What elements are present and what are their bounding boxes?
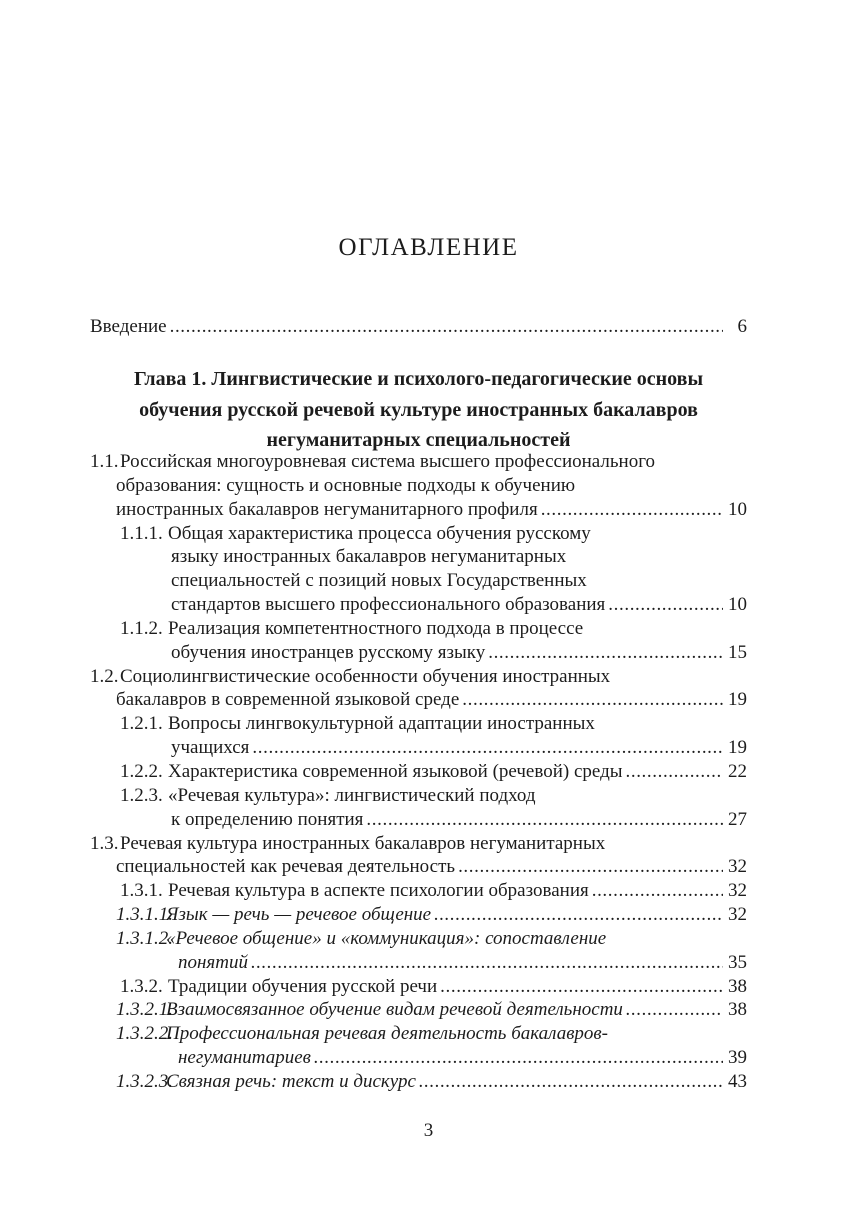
toc-page-number: 38: [728, 975, 747, 997]
toc-entry-text: Речевая культура в аспекте психологии образования: [168, 880, 589, 902]
toc-entry-text: негуманитариев: [178, 1047, 311, 1069]
dot-leader: [170, 315, 723, 339]
toc-line: [90, 832, 747, 856]
toc-entry-text: стандартов высшего профессионального образования: [171, 594, 606, 616]
dot-leader: [488, 641, 723, 665]
toc-page-number: 6: [737, 316, 747, 337]
toc-entry-text: бакалавров в современной языковой среде: [116, 689, 460, 711]
toc-entry-text: «Речевое общение» и «коммуникация»: сопоставление: [166, 927, 607, 949]
dot-leader: [440, 975, 723, 999]
toc-line: [90, 593, 747, 617]
toc-line: [90, 760, 747, 784]
toc-line: [90, 1046, 747, 1070]
toc-entry-text: Взаимосвязанное обучение видам речевой деятельности: [166, 999, 623, 1021]
dot-leader: [251, 951, 723, 975]
toc-entry-number: 1.3.2.: [120, 975, 163, 997]
toc-entry-text: понятий: [178, 951, 248, 973]
dot-leader: [608, 593, 723, 617]
toc-entry-number: 1.1.2.: [120, 617, 163, 639]
toc-line: [90, 450, 747, 474]
dot-leader: [434, 903, 723, 927]
dot-leader: [626, 998, 723, 1022]
dot-leader: [458, 855, 723, 879]
dot-leader: [626, 760, 724, 784]
toc-entry-text: «Речевая культура»: лингвистический подход: [168, 784, 536, 806]
toc-entry-number: 1.2.2.: [120, 760, 163, 782]
toc-line: [90, 808, 747, 832]
toc-line: [90, 903, 747, 927]
toc-page-number: 38: [728, 999, 747, 1021]
toc-line: [90, 617, 747, 641]
toc-page-number: 19: [728, 689, 747, 711]
toc-entry-text: Характеристика современной языковой (речевой) среды: [168, 760, 623, 782]
toc-entry-text: образования: сущность и основные подходы к обучению: [116, 474, 576, 496]
toc-line-introduction: [90, 315, 747, 339]
toc-line: [90, 641, 747, 665]
toc-entry-number: 1.3.: [90, 832, 119, 854]
toc-entry-text: Речевая культура иностранных бакалавров негуманитарных: [120, 832, 606, 854]
dot-leader: [592, 879, 723, 903]
toc-line: [90, 498, 747, 522]
dot-leader: [366, 808, 723, 832]
toc-entry-text: обучения иностранцев русскому языку: [171, 641, 486, 663]
dot-leader: [252, 736, 723, 760]
toc-line: [90, 1022, 747, 1046]
toc-line: [90, 879, 747, 903]
toc-entry-text: Российская многоуровневая система высшего профессионального: [120, 451, 656, 472]
toc-line: [90, 975, 747, 999]
toc-entry-text: Связная речь: текст и дискурс: [166, 1070, 416, 1092]
toc-page-number: 32: [728, 856, 747, 878]
toc-line: [90, 569, 747, 593]
toc-entry-number: 1.1.1.: [120, 522, 163, 544]
toc-entry-text: языку иностранных бакалавров негуманитарных: [171, 546, 567, 568]
toc-entry-number: 1.2.: [90, 665, 119, 687]
toc-line: [90, 474, 747, 498]
toc-line: [90, 712, 747, 736]
toc-entry-number: 1.3.2.2.: [116, 1023, 173, 1045]
toc-page-number: 32: [728, 904, 747, 926]
chapter-heading: [90, 364, 747, 456]
toc-entry-text: Профессиональная речевая деятельность бакалавров-: [166, 1023, 609, 1045]
toc-entry-text: Язык — речь — речевое общение: [166, 904, 432, 926]
dot-leader: [419, 1070, 723, 1094]
toc-entry-text: Общая характеристика процесса обучения русскому: [168, 522, 591, 544]
toc-entry-text: иностранных бакалавров негуманитарного профиля: [116, 498, 538, 520]
toc-line: [90, 736, 747, 760]
toc-line: [90, 784, 747, 808]
toc-line: [90, 522, 747, 546]
toc-page-number: 27: [728, 808, 747, 830]
toc-entry-number: 1.3.2.1.: [116, 999, 173, 1021]
dot-leader: [314, 1046, 723, 1070]
toc-entry-number: 1.2.3.: [120, 784, 163, 806]
toc-entry-number: 1.3.1.: [120, 880, 163, 902]
toc-line: [90, 1070, 747, 1094]
page-title: ОГЛАВЛЕНИЕ: [338, 234, 519, 261]
toc-entry-text: к определению понятия: [171, 808, 364, 830]
toc-entry-number: 1.3.1.1.: [116, 904, 173, 926]
toc-line: [90, 855, 747, 879]
chapter-heading-line: Глава 1. Лингвистические и психолого-педагогические основы: [133, 368, 704, 390]
dot-leader: [541, 498, 723, 522]
chapter-heading-line: негуманитарных специальностей: [266, 429, 571, 451]
toc-page-number: 10: [728, 594, 747, 616]
toc-entry-text: Реализация компетентностного подхода в процессе: [168, 617, 584, 639]
toc-entry-number: 1.3.1.2.: [116, 927, 173, 949]
toc-page-number: 32: [728, 880, 747, 902]
dot-leader: [462, 688, 723, 712]
toc-page-number: 22: [728, 760, 747, 782]
toc-line: [90, 545, 747, 569]
toc-line: [90, 998, 747, 1022]
toc-line: [90, 951, 747, 975]
toc-page-number: 10: [728, 498, 747, 520]
toc-line: [90, 665, 747, 689]
toc-entry-text: Социолингвистические особенности обучения иностранных: [120, 665, 611, 687]
toc-list: [90, 450, 747, 1094]
toc-entry-text: специальностей как речевая деятельность: [116, 856, 456, 878]
toc-entry-text: Традиции обучения русской речи: [168, 975, 438, 997]
toc-line: [90, 688, 747, 712]
toc-entry-text: Вопросы лингвокультурной адаптации иностранных: [168, 713, 595, 735]
page-number-footer: 3: [423, 1120, 434, 1141]
toc-page-number: 19: [728, 737, 747, 759]
toc-page-number: 43: [728, 1070, 747, 1092]
toc-entry-number: 1.2.1.: [120, 713, 163, 735]
toc-page-number: 35: [728, 951, 747, 973]
toc-page-number: 39: [728, 1047, 747, 1069]
toc-entry-text: Введение: [90, 316, 167, 337]
toc-entry-number: 1.1.: [90, 451, 119, 472]
toc-entry-text: специальностей с позиций новых Государственных: [171, 570, 587, 592]
toc-entry-text: учащихся: [171, 737, 250, 759]
toc-entry-number: 1.3.2.3.: [116, 1070, 173, 1092]
chapter-heading-line: обучения русской речевой культуре иностранных бакалавров: [139, 398, 698, 421]
toc-line: [90, 927, 747, 951]
toc-page-number: 15: [728, 641, 747, 663]
